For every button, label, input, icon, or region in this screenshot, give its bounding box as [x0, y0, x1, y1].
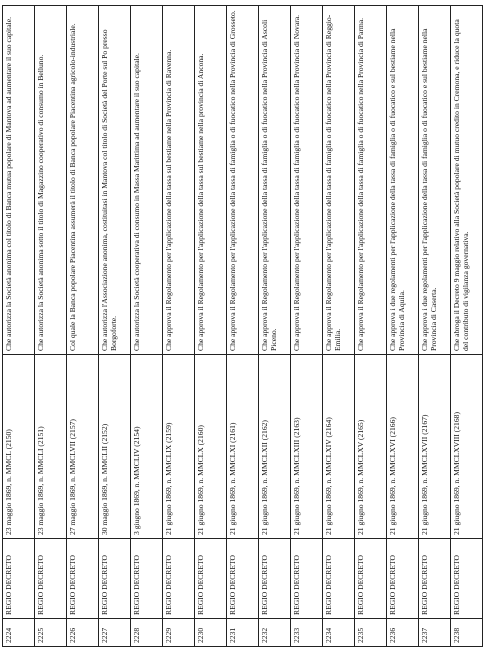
table-row [67, 6, 99, 647]
decree-type: REGIO DECRETO [35, 539, 67, 619]
table-row [323, 6, 355, 647]
decree-description: Che approva il Regolamento per l'applicazione della tassa di famiglia o di fuocatico nella Provincia di Ascoli Piceno. [259, 6, 291, 355]
decree-date: 30 maggio 1869, n. MMCLII (2152) [99, 355, 131, 539]
decree-description: Che approva il Regolamento per l'applicazione della tassa sul bestiame nella Provincia di Ravenna. [163, 6, 195, 355]
decree-number: 2233 [291, 619, 323, 647]
decree-description: Che autorizza la Società anonima col titolo di Banca mutua popolare di Mantova ad aumentare il suo capitale. [3, 6, 35, 355]
decree-date: 23 maggio 1869, n. MMCLI (2151) [35, 355, 67, 539]
decree-description: Col quale la Banca popolare Piacentina assumerà il titolo di Banca popolare Piacentina agricolo-industriale. [67, 6, 99, 355]
decree-number: 2231 [227, 619, 259, 647]
decree-description: Che approva il Regolamento per l'applicazione della tassa di famiglia o di fuocatico nella Provincia di Parma. [355, 6, 387, 355]
decree-type: REGIO DECRETO [195, 539, 227, 619]
decree-table [2, 5, 483, 647]
decree-number: 2229 [163, 619, 195, 647]
decree-type: REGIO DECRETO [227, 539, 259, 619]
decree-type: REGIO DECRETO [419, 539, 451, 619]
table-row [291, 6, 323, 647]
decree-number: 2224 [3, 619, 35, 647]
decree-number: 2236 [387, 619, 419, 647]
decree-number: 2234 [323, 619, 355, 647]
decree-date: 21 giugno 1869, n. MMCLX (2160) [195, 355, 227, 539]
table-row [131, 6, 163, 647]
table-row [387, 6, 419, 647]
decree-description: Che approva il Regolamento per l'applicazione della tassa di famiglia o di fuocatico nella Provincia di Reggio-Emilia. [323, 6, 355, 355]
decree-date: 23 maggio 1869, n. MMCL (2150) [3, 355, 35, 539]
decree-number: 2227 [99, 619, 131, 647]
decree-description: Che autorizza la Società anonima sotto il titolo di Magazzino cooperativo di consumo in Belluno. [35, 6, 67, 355]
decree-date: 21 giugno 1869, n. MMCLIX (2159) [163, 355, 195, 539]
table-row [35, 6, 67, 647]
decree-type: REGIO DECRETO [451, 539, 483, 619]
table-row [227, 6, 259, 647]
decree-description: Che approva il Regolamento per l'applicazione della tassa di famiglia o di fuocatico nella Provincia di Novara. [291, 6, 323, 355]
decree-date: 21 giugno 1869, n. MMCLXVIII (2168) [451, 355, 483, 539]
table-row [163, 6, 195, 647]
decree-date: 27 maggio 1869, n. MMCLVII (2157) [67, 355, 99, 539]
decree-date: 21 giugno 1869, n. MMCLXV (2165) [355, 355, 387, 539]
decree-number: 2230 [195, 619, 227, 647]
decree-type: REGIO DECRETO [163, 539, 195, 619]
decree-type: REGIO DECRETO [3, 539, 35, 619]
decree-type: REGIO DECRETO [131, 539, 163, 619]
decree-type: REGIO DECRETO [99, 539, 131, 619]
decree-date: 21 giugno 1869, n. MMCLXVII (2167) [419, 355, 451, 539]
table-row [355, 6, 387, 647]
decree-date: 21 giugno 1869, n. MMCLXI (2161) [227, 355, 259, 539]
decree-description: Che approva il Regolamento per l'applicazione della tassa sul bestiame nella provincia di Ancona. [195, 6, 227, 355]
table-row [451, 6, 483, 647]
decree-number: 2225 [35, 619, 67, 647]
table-row [99, 6, 131, 647]
decree-type: REGIO DECRETO [323, 539, 355, 619]
decree-type: REGIO DECRETO [355, 539, 387, 619]
decree-number: 2232 [259, 619, 291, 647]
decree-number: 2235 [355, 619, 387, 647]
decree-description: Che approva il Regolamento per l'applicazione della tassa di famiglia o di fuocatico nella Provincia di Grosseto. [227, 6, 259, 355]
table-row [419, 6, 451, 647]
table-row [3, 6, 35, 647]
decree-date: 21 giugno 1869, n. MMCLXVI (2166) [387, 355, 419, 539]
decree-number: 2238 [451, 619, 483, 647]
decree-description: Che autorizza la Società cooperativa di consumo in Massa Marittima ad aumentare il suo capitale. [131, 6, 163, 355]
decree-description: Che approva i due regolamenti per l'applicazione della tassa di famiglia o di fuocatico e sul bestiame nella Provincia di Aquila. [387, 6, 419, 355]
decree-description: Che autorizza l'Associazione anonima, costituitasi in Mantova col titolo di Società del Porte sul Po presso Borgoforte. [99, 6, 131, 355]
decree-number: 2228 [131, 619, 163, 647]
decree-number: 2237 [419, 619, 451, 647]
decree-type: REGIO DECRETO [291, 539, 323, 619]
table-row [259, 6, 291, 647]
decree-date: 21 giugno 1869, n. MMCLXII (2162) [259, 355, 291, 539]
decree-number: 2226 [67, 619, 99, 647]
table-row [195, 6, 227, 647]
decree-type: REGIO DECRETO [259, 539, 291, 619]
decree-date: 21 giugno 1869, n. MMCLXIV (2164) [323, 355, 355, 539]
decree-type: REGIO DECRETO [67, 539, 99, 619]
decree-date: 3 giugno 1869, n. MMCLIV (2154) [131, 355, 163, 539]
decree-date: 21 giugno 1869, n. MMCLXIII (2163) [291, 355, 323, 539]
decree-description: Che abroga il Decreto 9 maggio relativo alla Società popolare di mutuo credito in Cremona, e riduce la quota del contributo di vigilanza governativa. [451, 6, 483, 355]
decree-description: Che approva i due regolamenti per l'applicazione della tassa di famiglia o di fuocatico e sul bestiame nella Provincia di Caserta. [419, 6, 451, 355]
decree-type: REGIO DECRETO [387, 539, 419, 619]
